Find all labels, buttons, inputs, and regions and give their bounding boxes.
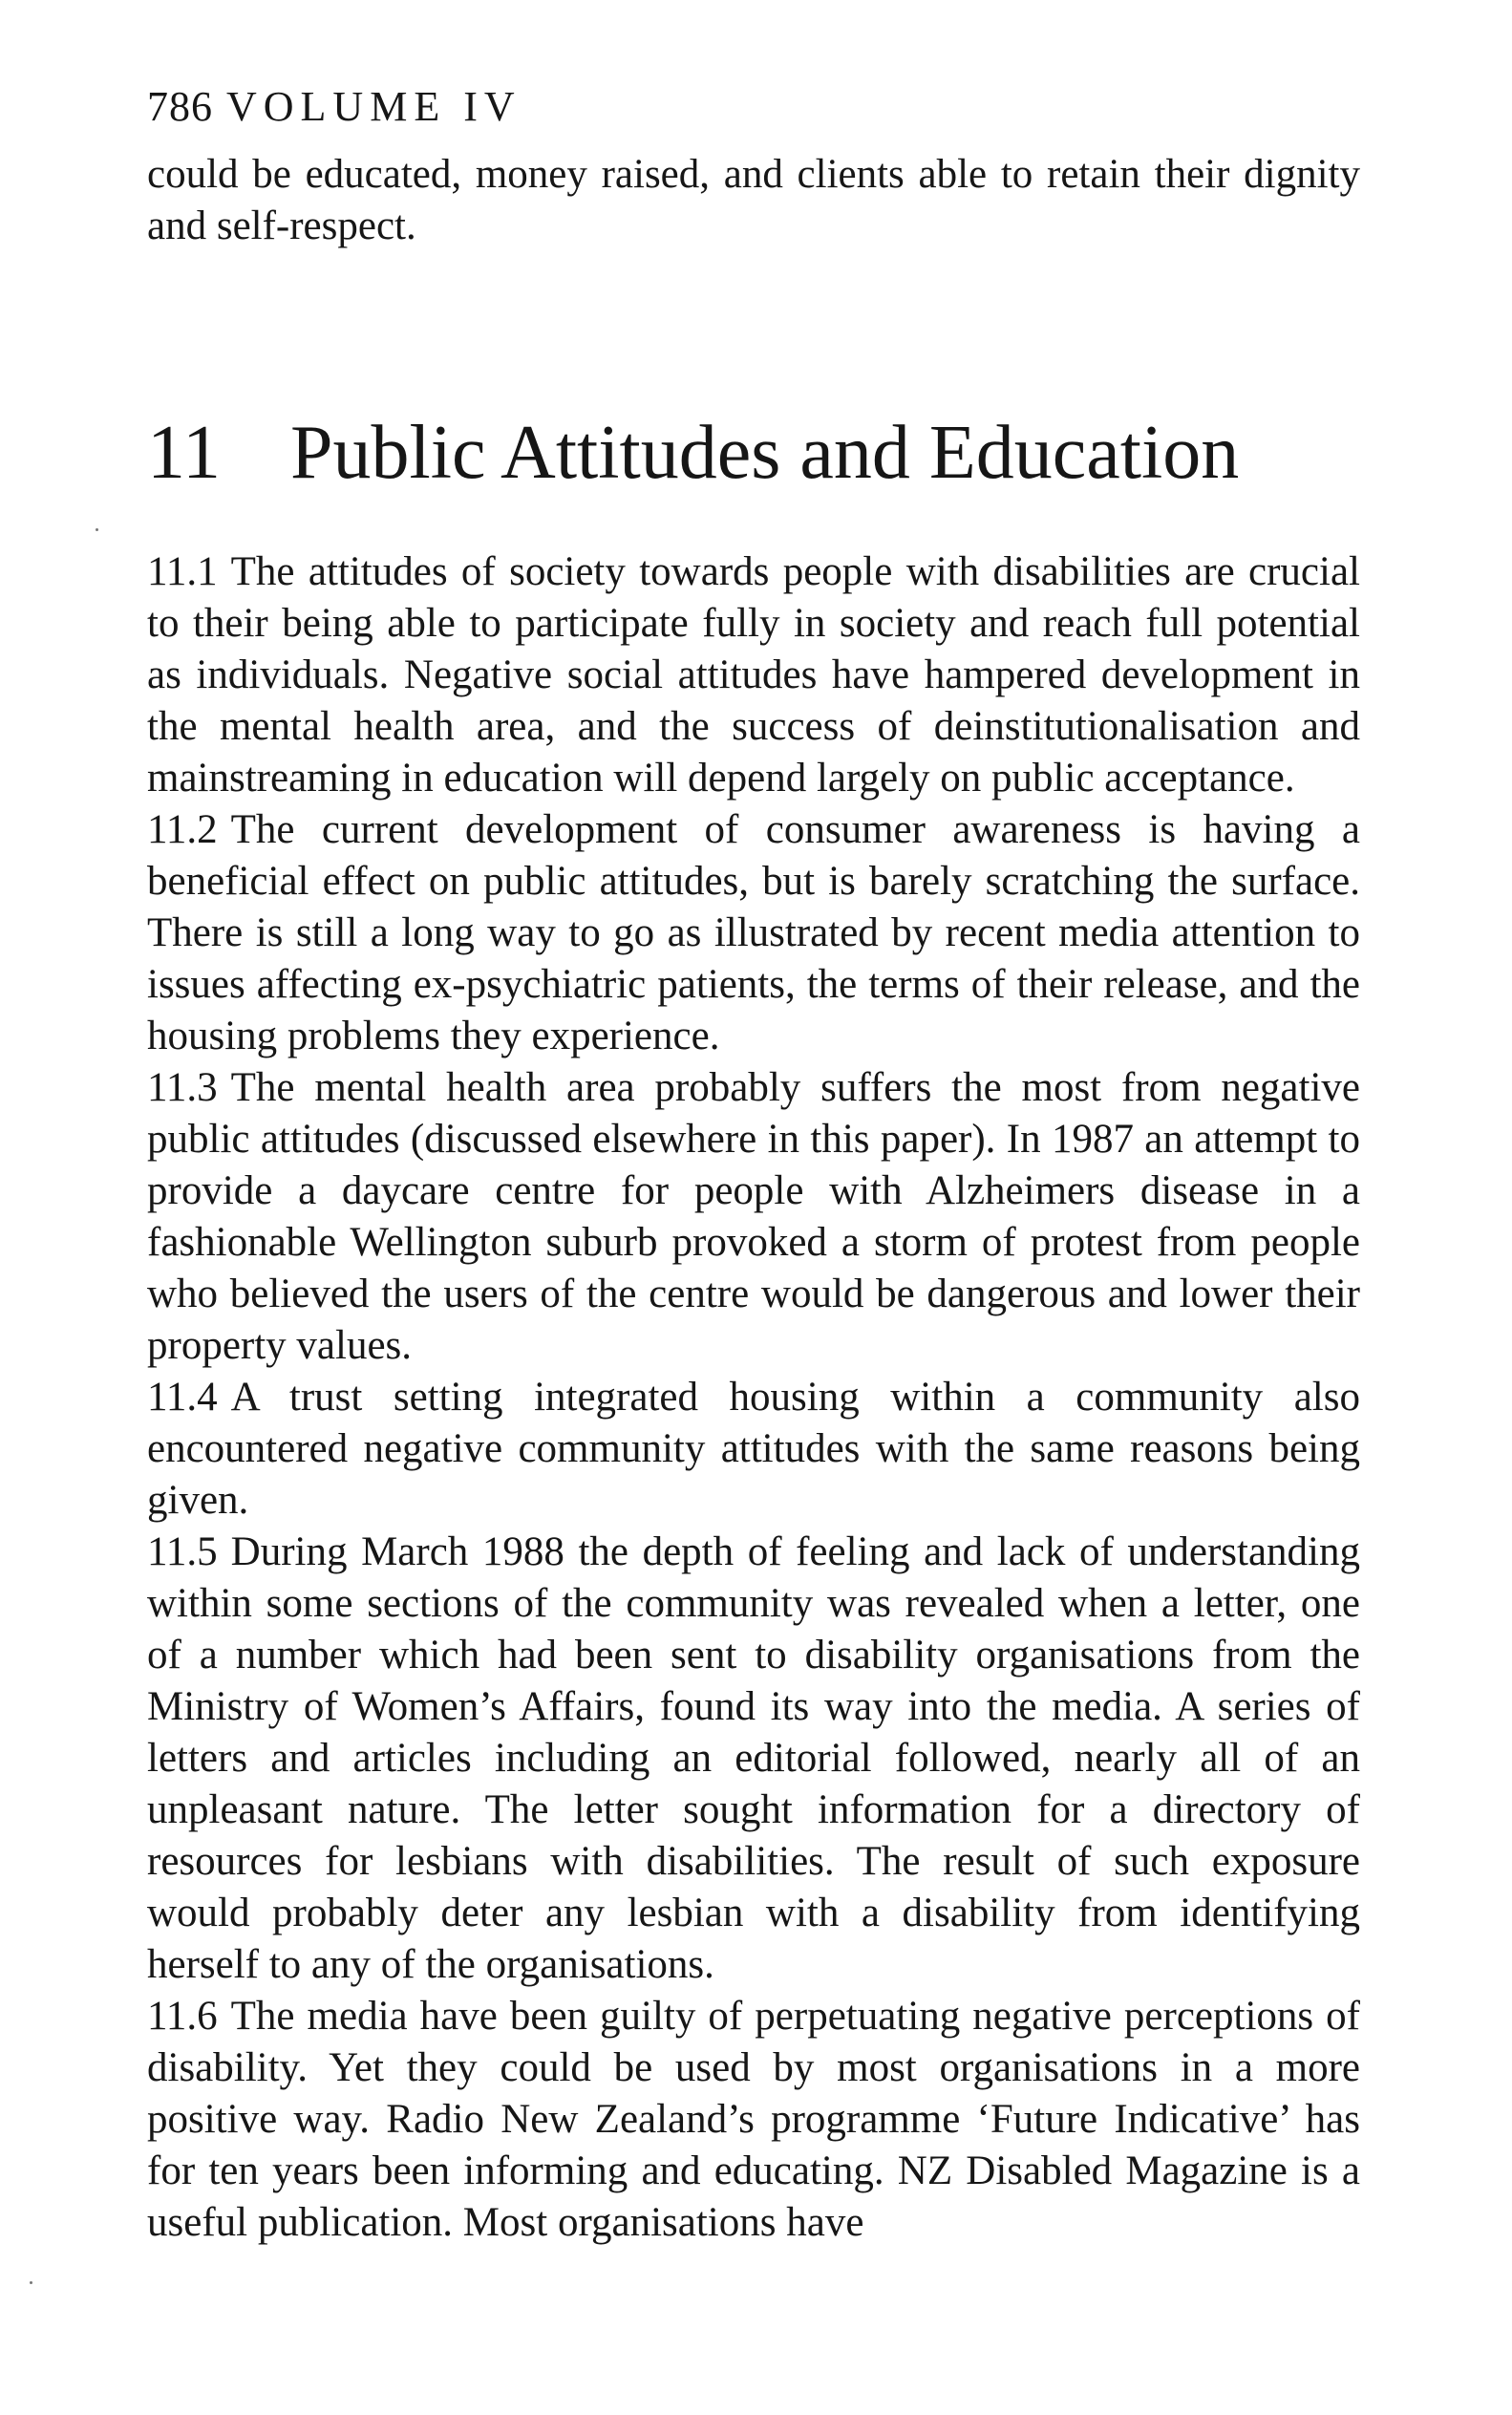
paragraph-11-2 xyxy=(147,804,1360,1062)
continuation-text: could be educated, money raised, and clients able to retain their dignity and self-respect. xyxy=(147,152,1360,248)
paragraph-number: 11.4 xyxy=(147,1375,218,1420)
paragraph-11-6 xyxy=(147,1991,1360,2249)
section-number: 11 xyxy=(147,411,222,495)
document-page xyxy=(147,83,1360,2249)
paragraph-text: The attitudes of society towards people with disabilities are crucial to their being able to participate fully in society and reach full potential as individuals. Negative social attitudes have hampered development in the mental health area, and the success of deinstitutionalisation and mainstreaming in education will depend largely on public acceptance. xyxy=(147,549,1360,801)
paragraph-number: 11.2 xyxy=(147,807,218,852)
paragraph-text: The current development of consumer awareness is having a beneficial effect on public attitudes, but is barely scratching the surface. There is still a long way to go as illustrated by recent media attention to issues affecting ex-psychiatric patients, the terms of their release, and the housing problems they experience. xyxy=(147,807,1360,1058)
paragraph-text: The media have been guilty of perpetuating negative perceptions of disability. Yet they could be used by most organisations in a more positive way. Radio New Zealand’s programme ‘Future Indicative’ has for ten years been informing and educating. NZ Disabled Magazine is a useful publication. Most organisations have xyxy=(147,1994,1360,2245)
paragraph-number: 11.1 xyxy=(147,549,218,594)
section-title: Public Attitudes and Education xyxy=(290,411,1240,495)
paragraph-11-4 xyxy=(147,1372,1360,1527)
paragraph-number: 11.6 xyxy=(147,1994,218,2039)
section-heading xyxy=(147,411,1360,495)
page-number: 786 xyxy=(147,83,213,130)
paragraph-11-5 xyxy=(147,1527,1360,1991)
paragraph-text: During March 1988 the depth of feeling and lack of understanding within some sections of the community was revealed when a letter, one of a number which had been sent to disability organisations from the Ministry of Women’s Affairs, found its way into the media. A series of letters and articles including an editorial followed, nearly all of an unpleasant nature. The letter sought information for a directory of resources for lesbians with disabilities. The result of such exposure would probably deter any lesbian with a disability from identifying herself to any of the organisations. xyxy=(147,1529,1360,1987)
paragraph-text: A trust setting integrated housing within a community also encountered negative community attitudes with the same reasons being given. xyxy=(147,1375,1360,1523)
section-body xyxy=(147,546,1360,2249)
paragraph-number: 11.3 xyxy=(147,1065,218,1110)
scan-speck xyxy=(30,2281,32,2284)
paragraph-11-3 xyxy=(147,1062,1360,1372)
running-head xyxy=(147,83,1360,130)
paragraph-text: The mental health area probably suffers the most from negative public attitudes (discussed elsewhere in this paper). In 1987 an attempt to provide a daycare centre for people with Alzheimers disease in a fashionable Wellington suburb provoked a storm of protest from people who believed the users of the centre would be dangerous and lower their property values. xyxy=(147,1065,1360,1368)
paragraph-11-1 xyxy=(147,546,1360,804)
scan-speck xyxy=(96,528,98,531)
volume-label: VOLUME IV xyxy=(226,83,522,130)
paragraph-number: 11.5 xyxy=(147,1529,218,1574)
